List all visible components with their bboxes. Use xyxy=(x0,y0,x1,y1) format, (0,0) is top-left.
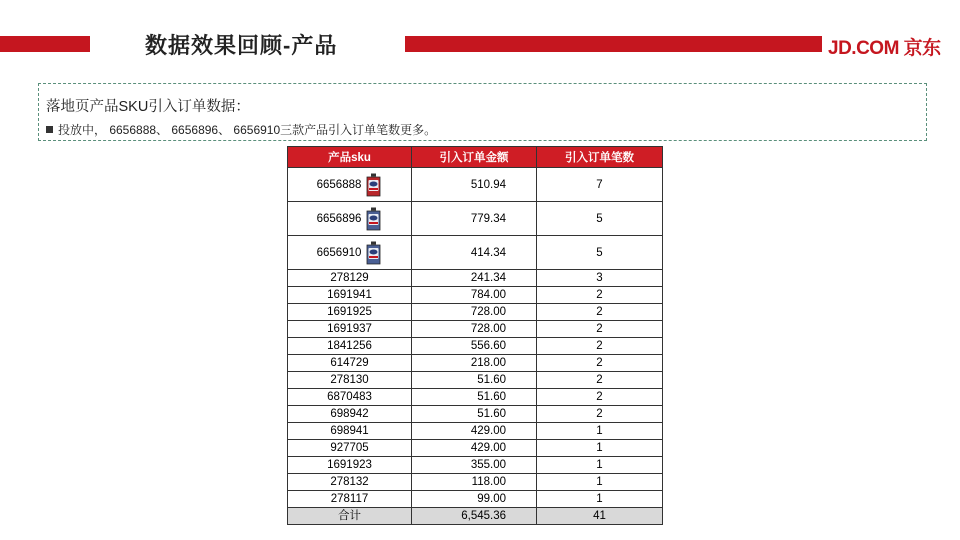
amount-cell: 728.00 xyxy=(412,321,537,338)
sku-value: 698942 xyxy=(330,408,369,420)
table-row xyxy=(288,321,663,338)
sku-value: 6656896 xyxy=(316,212,362,225)
sku-value: 278132 xyxy=(330,476,369,488)
table-row xyxy=(288,474,663,491)
amount-cell: 51.60 xyxy=(412,372,537,389)
header-accent-bar-left xyxy=(0,36,90,52)
sku-value: 1841256 xyxy=(327,340,372,352)
sku-value: 1691941 xyxy=(327,289,372,301)
table-row xyxy=(288,236,663,270)
jd-logo: JD.COM 京东 xyxy=(828,38,941,59)
amount-cell: 99.00 xyxy=(412,491,537,508)
count-cell: 2 xyxy=(537,287,663,304)
sku-value: 6656888 xyxy=(316,178,362,191)
count-cell: 2 xyxy=(537,304,663,321)
count-cell: 2 xyxy=(537,389,663,406)
amount-cell: 556.60 xyxy=(412,338,537,355)
count-cell: 1 xyxy=(537,423,663,440)
count-cell: 7 xyxy=(537,168,663,202)
amount-cell: 728.00 xyxy=(412,304,537,321)
sku-cell xyxy=(288,491,412,508)
table-row xyxy=(288,168,663,202)
sku-cell xyxy=(288,338,412,355)
sku-order-table xyxy=(287,146,663,525)
sku-cell xyxy=(288,474,412,491)
sku-cell xyxy=(288,406,412,423)
count-cell: 1 xyxy=(537,474,663,491)
sku-cell xyxy=(288,236,412,270)
column-header-amount: 引入订单金额 xyxy=(412,147,537,168)
table-row xyxy=(288,372,663,389)
blue-oil-bottle-icon xyxy=(365,241,382,265)
info-box xyxy=(38,83,927,141)
count-cell: 2 xyxy=(537,372,663,389)
sku-cell xyxy=(288,202,412,236)
table-row xyxy=(288,423,663,440)
table-row xyxy=(288,440,663,457)
count-cell: 3 xyxy=(537,270,663,287)
sku-cell xyxy=(288,389,412,406)
table-row xyxy=(288,389,663,406)
sku-value: 6870483 xyxy=(327,391,372,403)
table-row xyxy=(288,491,663,508)
sku-value: 1691925 xyxy=(327,306,372,318)
table-row xyxy=(288,406,663,423)
sku-value: 614729 xyxy=(330,357,369,369)
sku-value: 278117 xyxy=(330,493,369,505)
sku-cell xyxy=(288,304,412,321)
amount-cell: 779.34 xyxy=(412,202,537,236)
sku-cell xyxy=(288,270,412,287)
table-row xyxy=(288,457,663,474)
sku-value: 1691923 xyxy=(327,459,372,471)
sku-cell xyxy=(288,321,412,338)
amount-cell: 51.60 xyxy=(412,389,537,406)
total-amount: 6,545.36 xyxy=(412,508,537,525)
sku-value: 1691937 xyxy=(327,323,372,335)
count-cell: 5 xyxy=(537,236,663,270)
count-cell: 1 xyxy=(537,457,663,474)
amount-cell: 355.00 xyxy=(412,457,537,474)
sku-cell xyxy=(288,355,412,372)
table-row xyxy=(288,304,663,321)
sku-cell xyxy=(288,423,412,440)
sku-cell xyxy=(288,168,412,202)
table-body xyxy=(288,168,663,525)
info-heading: 落地页产品SKU引入订单数据： xyxy=(46,99,250,115)
bullet-square-icon xyxy=(46,126,53,133)
amount-cell: 510.94 xyxy=(412,168,537,202)
table-row xyxy=(288,270,663,287)
table-row xyxy=(288,338,663,355)
sku-value: 698941 xyxy=(330,425,369,437)
sku-value: 278129 xyxy=(330,272,369,284)
table-row xyxy=(288,287,663,304)
info-note-text: 投放中， 6656888、 6656896、 6656910三款产品引入订单笔数更多。 xyxy=(58,123,437,137)
table-header-row xyxy=(288,147,663,168)
amount-cell: 241.34 xyxy=(412,270,537,287)
total-label: 合计 xyxy=(288,508,412,525)
sku-cell xyxy=(288,372,412,389)
table-row xyxy=(288,355,663,372)
sku-cell xyxy=(288,440,412,457)
table-row xyxy=(288,202,663,236)
blue-oil-bottle-icon xyxy=(365,207,382,231)
count-cell: 5 xyxy=(537,202,663,236)
amount-cell: 414.34 xyxy=(412,236,537,270)
amount-cell: 218.00 xyxy=(412,355,537,372)
column-header-sku: 产品sku xyxy=(288,147,412,168)
amount-cell: 429.00 xyxy=(412,423,537,440)
total-count: 41 xyxy=(537,508,663,525)
count-cell: 1 xyxy=(537,491,663,508)
amount-cell: 51.60 xyxy=(412,406,537,423)
count-cell: 2 xyxy=(537,321,663,338)
sku-cell xyxy=(288,287,412,304)
header-accent-bar-right xyxy=(405,36,822,52)
column-header-count: 引入订单笔数 xyxy=(537,147,663,168)
count-cell: 2 xyxy=(537,355,663,372)
count-cell: 2 xyxy=(537,338,663,355)
sku-value: 6656910 xyxy=(316,246,362,259)
sku-value: 927705 xyxy=(330,442,369,454)
amount-cell: 429.00 xyxy=(412,440,537,457)
info-note xyxy=(46,121,436,138)
amount-cell: 118.00 xyxy=(412,474,537,491)
table-total-row xyxy=(288,508,663,525)
count-cell: 2 xyxy=(537,406,663,423)
count-cell: 1 xyxy=(537,440,663,457)
page-title: 数据效果回顾-产品 xyxy=(145,33,338,58)
amount-cell: 784.00 xyxy=(412,287,537,304)
red-oil-bottle-icon xyxy=(365,173,382,197)
sku-value: 278130 xyxy=(330,374,369,386)
sku-cell xyxy=(288,457,412,474)
